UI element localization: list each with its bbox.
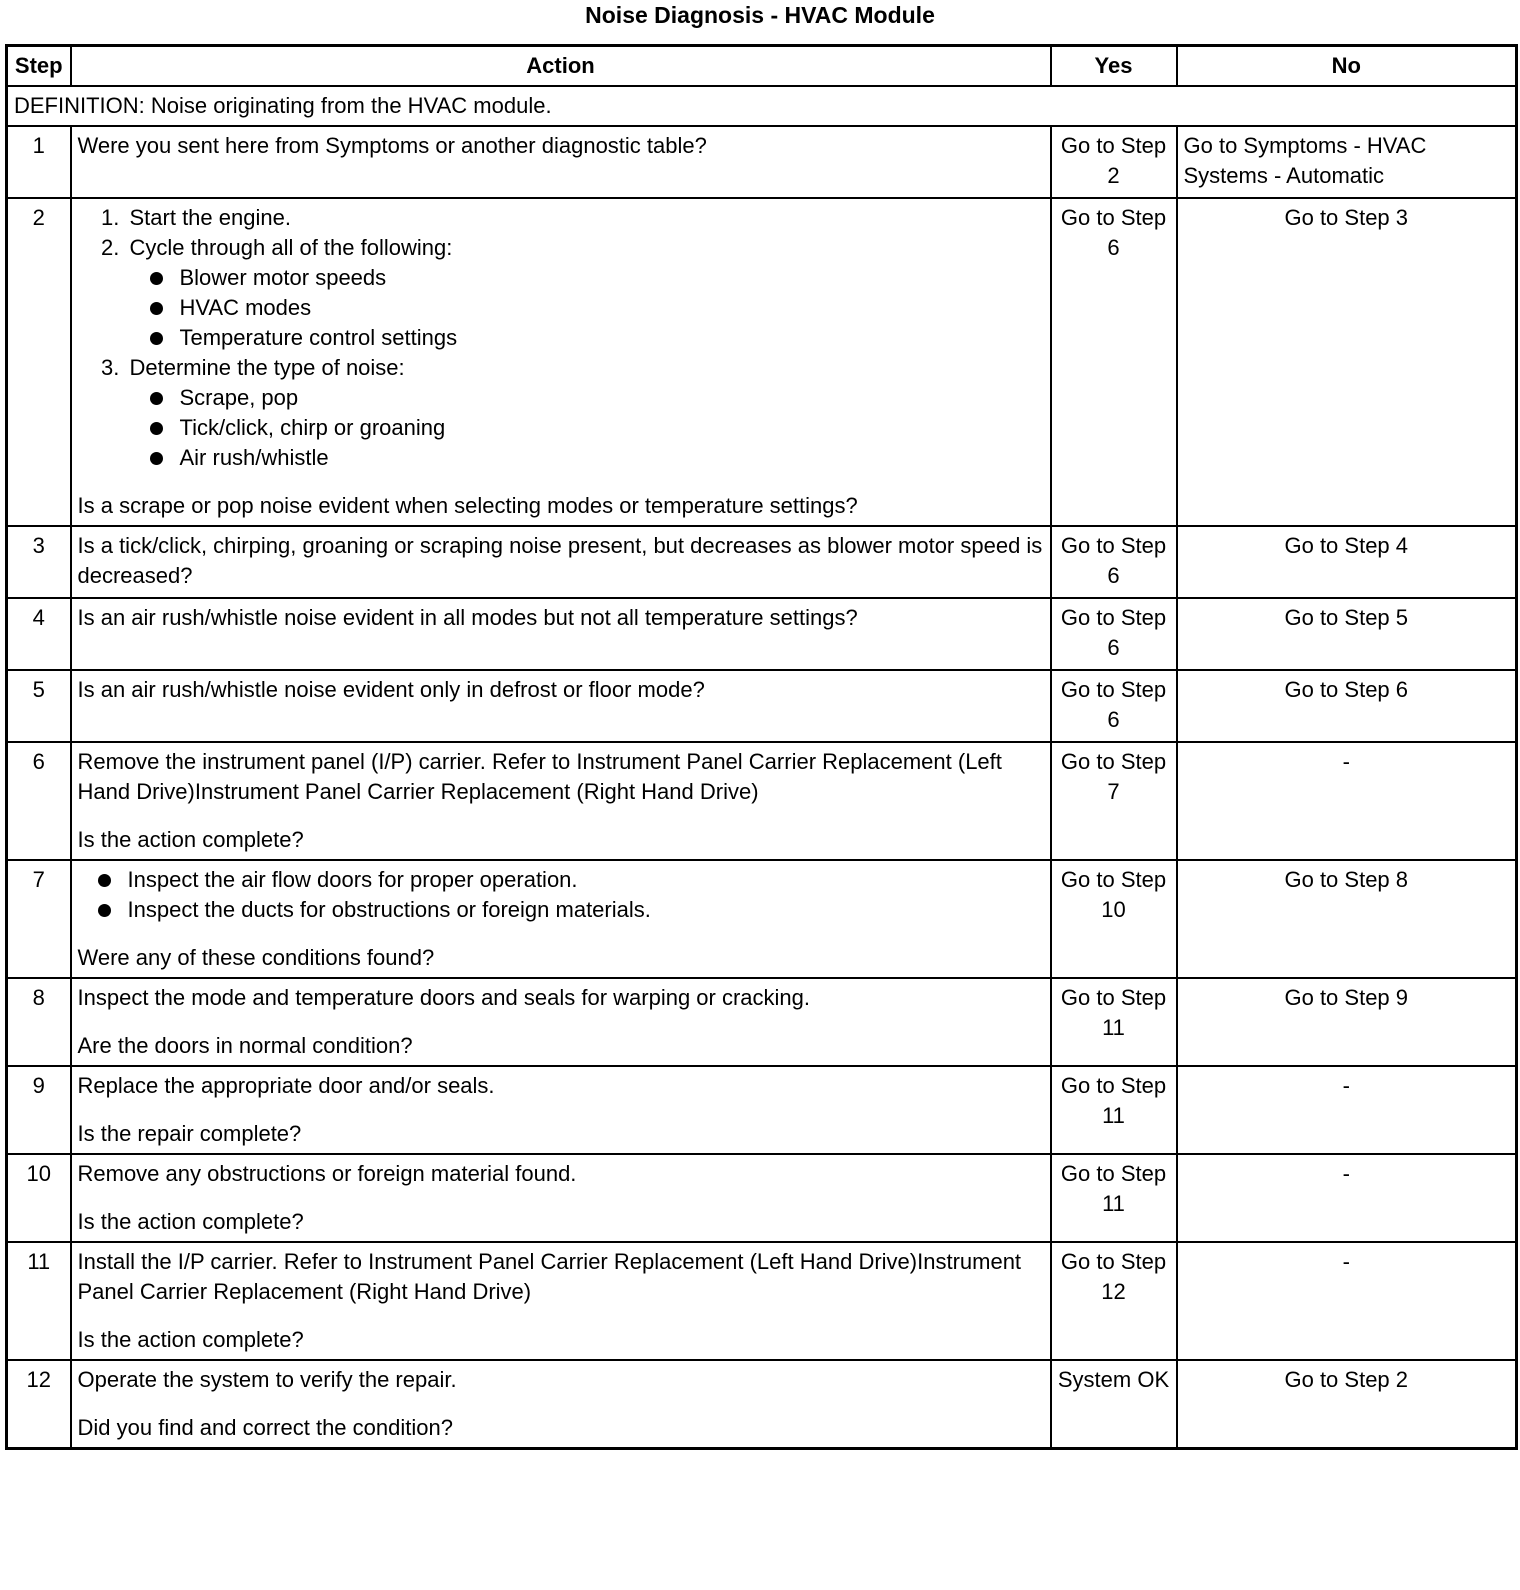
step-number: 7: [7, 860, 71, 978]
action-text: Is an air rush/whistle noise evident only in defrost or floor mode?: [71, 670, 1051, 742]
header-step: Step: [7, 46, 71, 87]
step-number: 9: [7, 1066, 71, 1154]
header-no: No: [1177, 46, 1517, 87]
step-number: 2: [7, 198, 71, 526]
question-text: Are the doors in normal condition?: [77, 1033, 413, 1058]
bullet-item: HVAC modes: [180, 293, 1044, 323]
list-item: [126, 353, 1044, 473]
list-item-text: Cycle through all of the following:: [129, 235, 453, 260]
table-row: [7, 860, 1517, 978]
bullet-list: [78, 865, 1044, 925]
bullet-item: Air rush/whistle: [180, 443, 1044, 473]
bullet-item: Scrape, pop: [180, 383, 1044, 413]
bullet-item: Temperature control settings: [180, 323, 1044, 353]
header-yes: Yes: [1051, 46, 1177, 87]
action-cell: [71, 860, 1051, 978]
no-result: -: [1177, 1154, 1517, 1242]
no-result: Go to Step 5: [1177, 598, 1517, 670]
action-cell: [71, 1154, 1051, 1242]
question-text: Were any of these conditions found?: [77, 945, 435, 970]
list-item: [126, 233, 1044, 353]
step-number: 11: [7, 1242, 71, 1360]
yes-result: Go to Step 12: [1051, 1242, 1177, 1360]
definition-text: DEFINITION: Noise originating from the HVAC module.: [7, 86, 1517, 126]
diagnosis-table: [5, 44, 1518, 1450]
action-cell: [71, 198, 1051, 526]
table-row: [7, 742, 1517, 860]
bullet-list: [130, 263, 1044, 353]
header-action: Action: [71, 46, 1051, 87]
step-number: 6: [7, 742, 71, 860]
table-row: [7, 1154, 1517, 1242]
step-number: 8: [7, 978, 71, 1066]
action-text: Is an air rush/whistle noise evident in all modes but not all temperature settings?: [71, 598, 1051, 670]
action-cell: [71, 742, 1051, 860]
step-number: 5: [7, 670, 71, 742]
question-text: Is the action complete?: [77, 1327, 304, 1352]
list-item-text: Determine the type of noise:: [129, 355, 405, 380]
table-row: [7, 198, 1517, 526]
yes-result: Go to Step 6: [1051, 526, 1177, 598]
action-text: Operate the system to verify the repair.: [77, 1367, 457, 1392]
table-row: [7, 978, 1517, 1066]
no-result: Go to Step 3: [1177, 198, 1517, 526]
action-text: Install the I/P carrier. Refer to Instrument Panel Carrier Replacement (Left Hand Drive)Instrument Panel Carrier Replacement (Right Hand Drive): [77, 1249, 1022, 1304]
action-text: Inspect the mode and temperature doors and seals for warping or cracking.: [77, 985, 811, 1010]
yes-result: System OK: [1051, 1360, 1177, 1449]
step-number: 3: [7, 526, 71, 598]
bullet-item: Inspect the ducts for obstructions or foreign materials.: [128, 895, 1044, 925]
yes-result: Go to Step 11: [1051, 1154, 1177, 1242]
yes-result: Go to Step 2: [1051, 126, 1177, 198]
bullet-item: Inspect the air flow doors for proper operation.: [128, 865, 1044, 895]
bullet-item: Tick/click, chirp or groaning: [180, 413, 1044, 443]
question-text: Is the action complete?: [77, 827, 304, 852]
table-row: [7, 1360, 1517, 1449]
question-text: Is the action complete?: [77, 1209, 304, 1234]
no-result: -: [1177, 1242, 1517, 1360]
no-result: Go to Symptoms - HVAC Systems - Automatic: [1177, 126, 1517, 198]
question-text: Is a scrape or pop noise evident when selecting modes or temperature settings?: [77, 493, 858, 518]
page-title: Noise Diagnosis - HVAC Module: [585, 2, 935, 28]
no-result: Go to Step 9: [1177, 978, 1517, 1066]
action-cell: [71, 978, 1051, 1066]
no-result: Go to Step 6: [1177, 670, 1517, 742]
table-row: [7, 1066, 1517, 1154]
question-text: Is the repair complete?: [77, 1121, 302, 1146]
step-number: 4: [7, 598, 71, 670]
action-text: Replace the appropriate door and/or seals.: [77, 1073, 495, 1098]
bullet-list: [130, 383, 1044, 473]
action-cell: [71, 1360, 1051, 1449]
step-number: 12: [7, 1360, 71, 1449]
header-row: [7, 46, 1517, 87]
ordered-list: [78, 203, 1044, 473]
no-result: Go to Step 4: [1177, 526, 1517, 598]
yes-result: Go to Step 6: [1051, 598, 1177, 670]
no-result: -: [1177, 742, 1517, 860]
table-row: [7, 598, 1517, 670]
yes-result: Go to Step 10: [1051, 860, 1177, 978]
bullet-item: Blower motor speeds: [180, 263, 1044, 293]
list-item: 1. Start the engine.: [126, 203, 1044, 233]
no-result: Go to Step 8: [1177, 860, 1517, 978]
action-text: Remove any obstructions or foreign material found.: [77, 1161, 577, 1186]
step-number: 1: [7, 126, 71, 198]
action-text: Were you sent here from Symptoms or another diagnostic table?: [71, 126, 1051, 198]
action-text: Is a tick/click, chirping, groaning or scraping noise present, but decreases as blower motor speed is decreased?: [71, 526, 1051, 598]
definition-row: [7, 86, 1517, 126]
yes-result: Go to Step 11: [1051, 1066, 1177, 1154]
no-result: -: [1177, 1066, 1517, 1154]
table-row: [7, 1242, 1517, 1360]
yes-result: Go to Step 6: [1051, 670, 1177, 742]
question-text: Did you find and correct the condition?: [77, 1415, 453, 1440]
table-row: [7, 670, 1517, 742]
yes-result: Go to Step 7: [1051, 742, 1177, 860]
action-cell: [71, 1242, 1051, 1360]
action-cell: [71, 1066, 1051, 1154]
table-row: [7, 126, 1517, 198]
table-row: [7, 526, 1517, 598]
no-result: Go to Step 2: [1177, 1360, 1517, 1449]
yes-result: Go to Step 11: [1051, 978, 1177, 1066]
action-text: Remove the instrument panel (I/P) carrier. Refer to Instrument Panel Carrier Replacement (Left Hand Drive)Instrument Panel Carrier Replacement (Right Hand Drive): [77, 749, 1002, 804]
yes-result: Go to Step 6: [1051, 198, 1177, 526]
step-number: 10: [7, 1154, 71, 1242]
